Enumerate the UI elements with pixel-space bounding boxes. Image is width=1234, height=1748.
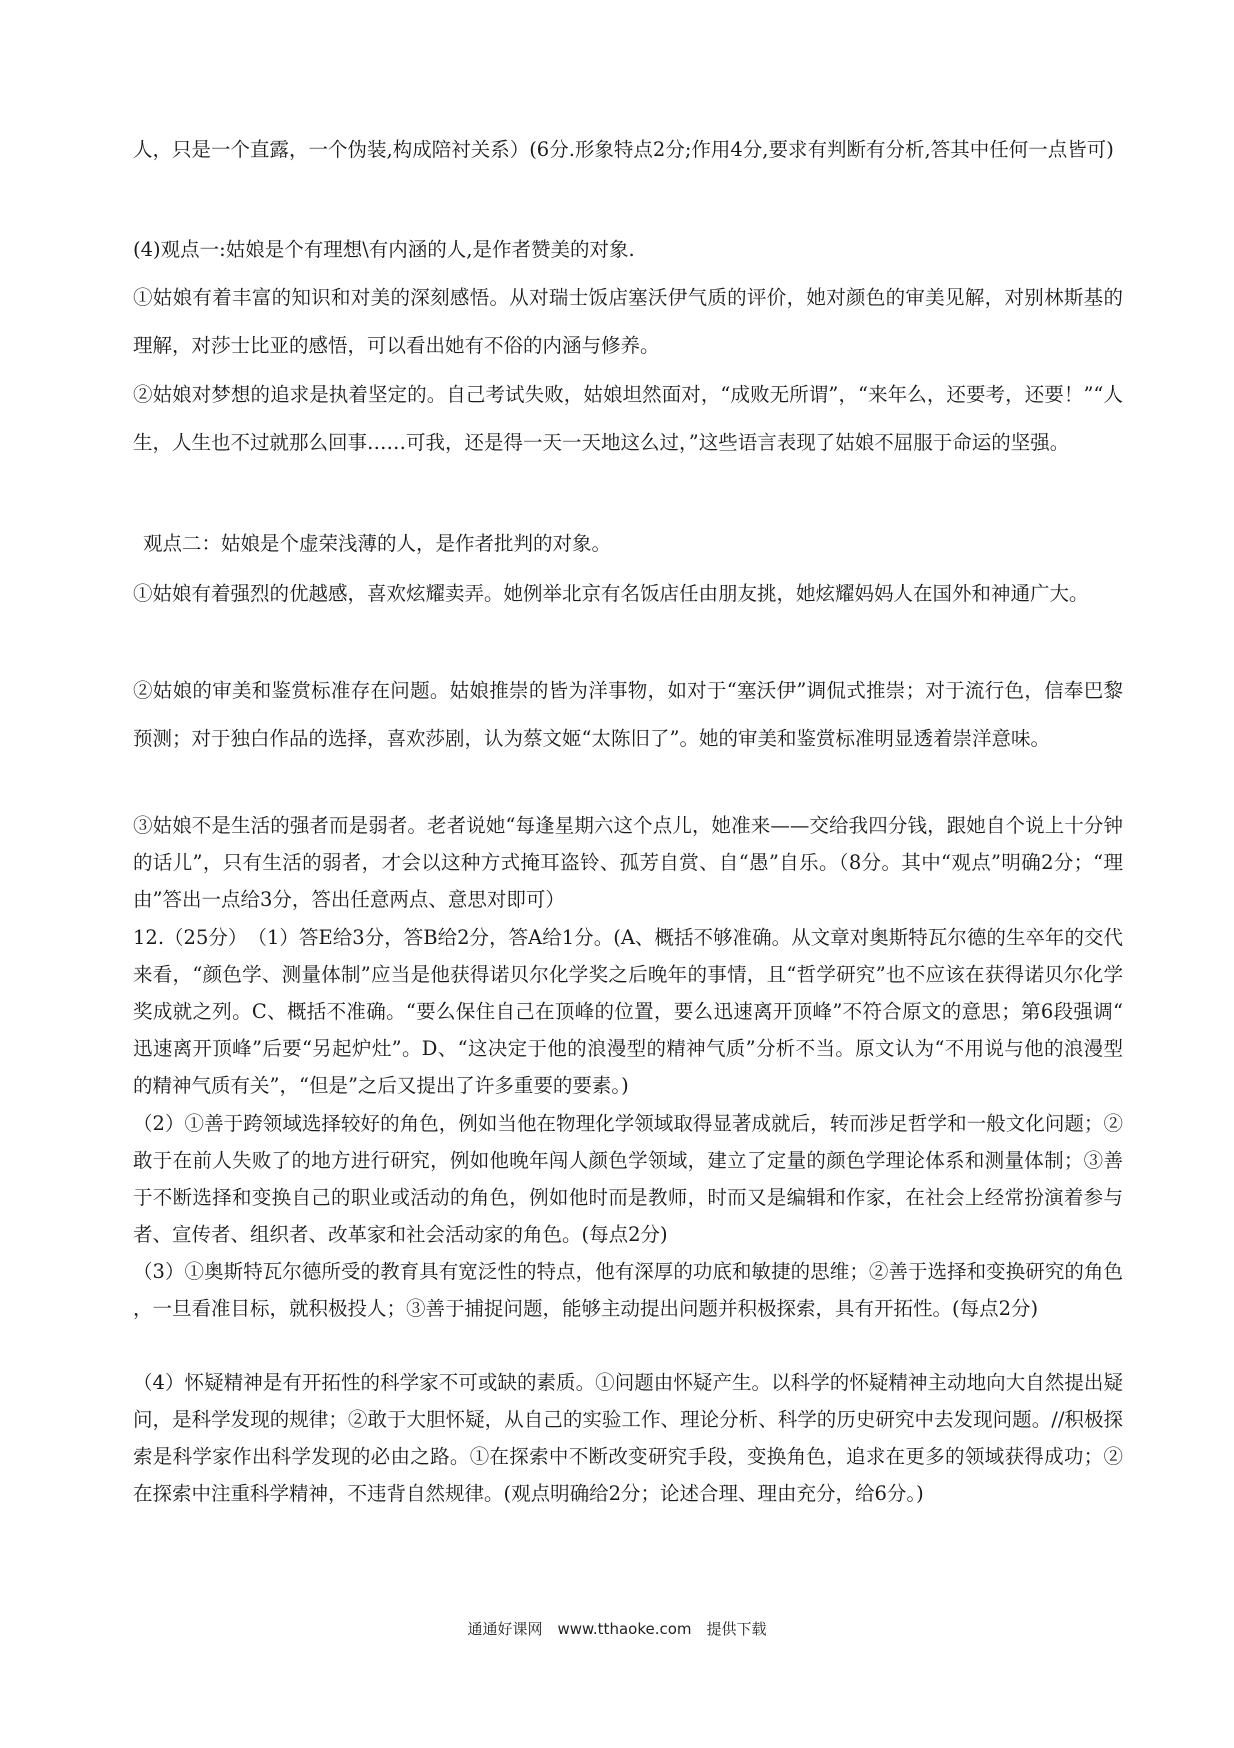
- answer-paragraph-question-12-part-2: （2）①善于跨领域选择较好的角色，例如当他在物理化学领域取得显著成就后，转而涉足哲学和一般文化问题；②敢于在前人失败了的地方进行研究，例如他晚年闯人颜色学领域，建立了定量的颜色学理论体系和测量体制；③善于不断选择和变换自己的职业或活动的角色，例如他时而是教师，时而又是编辑和作家，在社会上经常扮演着参与者、宣传者、组织者、改革家和社会活动家的角色。(每点2分): [133, 1112, 1123, 1246]
- answer-paragraph-superiority: ①姑娘有着强烈的优越感，喜欢炫耀卖弄。她例举北京有名饭店任由朋友挑，她炫耀妈妈人在国外和神通广大。: [133, 582, 1089, 605]
- answer-paragraph-question-12-part-1: 12.（25分） （1）答E给3分，答B给2分，答A给1分。(A、概括不够准确。从文章对奥斯特瓦尔德的生卒年的交代来看，“颜色学、测量体制”应当是他获得诺贝尔化学奖之后晚年的事情，且“哲学研究”也不应该在获得诺贝尔化学奖成就之列。C、概括不准确。“要么保住自己在顶峰的位置，要么迅速离开顶峰”不符合原文的意思；第6段强调“迅速离开顶峰”后要“另起炉灶”。D、“这决定于他的浪漫型的精神气质”分析不当。原文认为“不用说与他的浪漫型的精神气质有关”，“但是”之后又提出了许多重要的要素。): [133, 926, 1123, 1097]
- answer-paragraph-character-role: 人，只是一个直露，一个伪装,构成陪衬关系）(6分.形象特点2分;作用4分,要求有判断有分析,答其中任何一点皆可): [133, 138, 1114, 161]
- page-footer: 通通好课网 www.tthaoke.com 提供下载: [467, 1620, 767, 1638]
- answer-paragraph-weakness: ③姑娘不是生活的强者而是弱者。老者说她“每逢星期六这个点儿，她准来——交给我四分钱，跟她自个说上十分钟的话儿”，只有生活的弱者，才会以这种方式掩耳盗铃、孤芳自赏、自“愚”自乐。（8分。其中“观点”明确2分；“理由”答出一点给3分，答出任意两点、意思对即可）: [133, 814, 1123, 911]
- answer-paragraph-knowledge: ①姑娘有着丰富的知识和对美的深刻感悟。从对瑞士饭店塞沃伊气质的评价，她对颜色的审美见解，对别林斯基的理解，对莎士比亚的感悟，可以看出她有不俗的内涵与修养。: [133, 286, 1123, 357]
- answer-paragraph-question-12-part-3: （3）①奥斯特瓦尔德所受的教育具有宽泛性的特点，他有深厚的功底和敏捷的思维；②善于选择和变换研究的角色，一旦看准目标，就积极投人；③善于捕捉问题，能够主动提出问题并积极探索，具有开拓性。(每点2分): [133, 1260, 1123, 1320]
- answer-paragraph-viewpoint-two: 观点二：姑娘是个虚荣浅薄的人，是作者批判的对象。: [143, 532, 612, 555]
- answer-paragraph-question-12-part-4: （4）怀疑精神是有开拓性的科学家不可或缺的素质。①问题由怀疑产生。以科学的怀疑精神主动地向大自然提出疑问，是科学发现的规律；②敢于大胆怀疑，从自己的实验工作、理论分析、科学的历史研究中去发现问题。//积极探索是科学家作出科学发现的必由之路。①在探索中不断改变研究手段，变换角色，追求在更多的领域获得成功；②在探索中注重科学精神，不违背自然规律。(观点明确给2分；论述合理、理由充分，给6分。): [133, 1371, 1123, 1505]
- answer-paragraph-dream: ②姑娘对梦想的追求是执着坚定的。自己考试失败，姑娘坦然面对，“成败无所谓”，“来年么，还要考，还要！”“人生，人生也不过就那么回事……可我，还是得一天一天地这么过，”这些语言表现了姑娘不屈服于命运的坚强。: [133, 383, 1123, 454]
- answer-paragraph-viewpoint-one: (4)观点一:姑娘是个有理想\有内涵的人,是作者赞美的对象.: [133, 238, 635, 261]
- answer-paragraph-aesthetics: ②姑娘的审美和鉴赏标准存在问题。姑娘推崇的皆为洋事物，如对于“塞沃伊”调侃式推崇；对于流行色，信奉巴黎预测；对于独白作品的选择，喜欢莎剧，认为蔡文姬“太陈旧了”。她的审美和鉴赏标准明显透着崇洋意味。: [133, 679, 1123, 750]
